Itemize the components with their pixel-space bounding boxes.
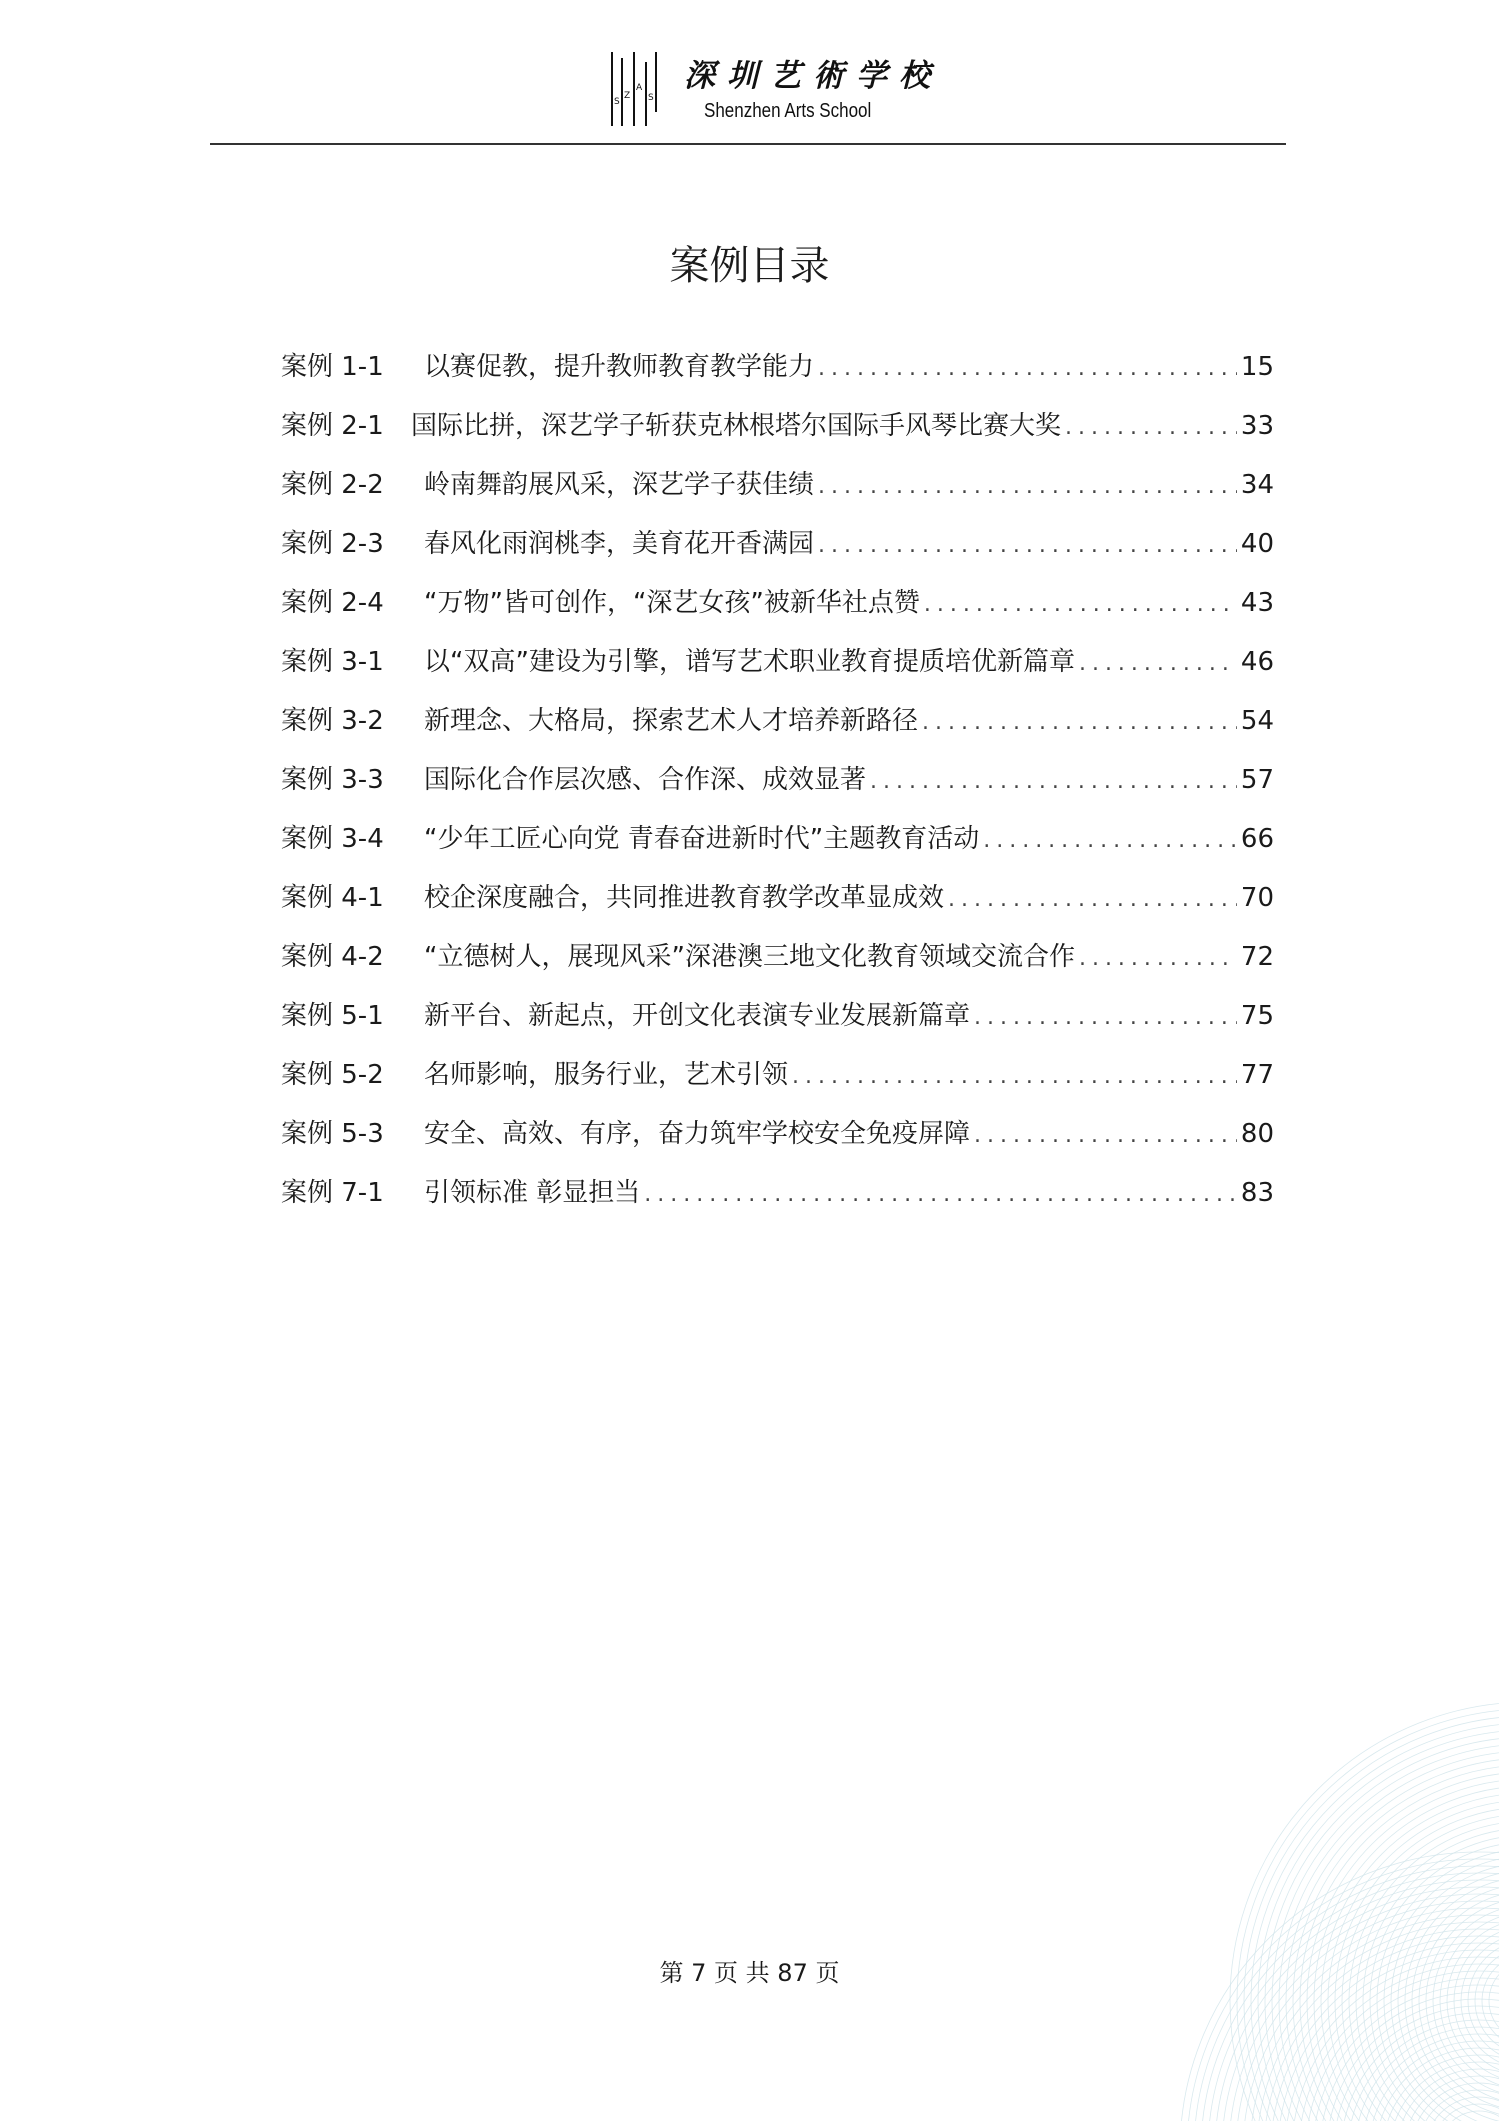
table-of-contents xyxy=(281,346,1274,1231)
toc-dot-leader xyxy=(948,887,1237,912)
toc-entry-page: 72 xyxy=(1240,942,1274,972)
toc-entry-label: 案例 3-4 xyxy=(281,824,384,854)
school-name-cn: 深圳艺術学校 xyxy=(684,58,942,94)
toc-entry-title: “万物”皆可创作，“深艺女孩”被新华社点赞 xyxy=(424,588,920,618)
toc-dot-leader xyxy=(792,1064,1237,1089)
toc-entry-title: 名师影响，服务行业，艺术引领 xyxy=(424,1060,789,1090)
toc-entry-title: 安全、高效、有序，奋力筑牢学校安全免疫屏障 xyxy=(424,1119,971,1149)
toc-dot-leader xyxy=(818,474,1237,499)
toc-entry-page: 77 xyxy=(1240,1060,1274,1090)
toc-entry[interactable] xyxy=(281,1054,1274,1113)
toc-entry[interactable] xyxy=(281,936,1274,995)
toc-dot-leader xyxy=(818,356,1237,381)
toc-entry[interactable] xyxy=(281,523,1274,582)
toc-entry-title: 以赛促教，提升教师教育教学能力 xyxy=(424,352,815,382)
toc-entry-title: 国际比拼，深艺学子斩获克林根塔尔国际手风琴比赛大奖 xyxy=(411,411,1062,441)
toc-entry-page: 43 xyxy=(1240,588,1274,618)
toc-entry-label: 案例 4-2 xyxy=(281,942,384,972)
toc-entry-title: 引领标准 彰显担当 xyxy=(424,1178,641,1208)
toc-entry-page: 70 xyxy=(1240,883,1274,913)
toc-entry[interactable] xyxy=(281,405,1274,464)
toc-entry-label: 案例 2-1 xyxy=(281,411,384,441)
toc-entry[interactable] xyxy=(281,1113,1274,1172)
toc-entry-label: 案例 7-1 xyxy=(281,1178,384,1208)
toc-dot-leader xyxy=(644,1182,1237,1207)
toc-dot-leader xyxy=(870,769,1237,794)
toc-dot-leader xyxy=(983,828,1237,853)
toc-entry-title: 新平台、新起点，开创文化表演专业发展新篇章 xyxy=(424,1001,971,1031)
toc-entry-label: 案例 3-1 xyxy=(281,647,384,677)
decorative-rings xyxy=(1059,1681,1499,2121)
toc-dot-leader xyxy=(1079,651,1237,676)
toc-entry-title: “少年工匠心向党 青春奋进新时代”主题教育活动 xyxy=(424,824,980,854)
toc-entry-title: 春风化雨润桃李，美育花开香满园 xyxy=(424,529,815,559)
toc-entry-page: 57 xyxy=(1240,765,1274,795)
header-divider xyxy=(210,143,1286,145)
toc-entry-label: 案例 1-1 xyxy=(281,352,384,382)
toc-dot-leader xyxy=(924,592,1237,617)
svg-text:A: A xyxy=(636,83,643,93)
toc-entry-title: 校企深度融合，共同推进教育教学改革显成效 xyxy=(424,883,945,913)
toc-dot-leader xyxy=(974,1005,1237,1030)
toc-entry-title: 以“双高”建设为引擎，谱写艺术职业教育提质培优新篇章 xyxy=(424,647,1075,677)
toc-entry[interactable] xyxy=(281,700,1274,759)
toc-entry-label: 案例 3-3 xyxy=(281,765,384,795)
school-name-en: Shenzhen Arts School xyxy=(704,100,872,122)
toc-entry[interactable] xyxy=(281,818,1274,877)
toc-entry[interactable] xyxy=(281,641,1274,700)
toc-entry-page: 54 xyxy=(1240,706,1274,736)
toc-entry-title: 国际化合作层次感、合作深、成效显著 xyxy=(424,765,867,795)
toc-entry-title: 新理念、大格局，探索艺术人才培养新路径 xyxy=(424,706,919,736)
toc-entry-page: 33 xyxy=(1240,411,1274,441)
toc-entry-page: 66 xyxy=(1240,824,1274,854)
toc-dot-leader xyxy=(1065,415,1237,440)
page-header xyxy=(210,40,1286,146)
toc-entry-page: 83 xyxy=(1240,1178,1274,1208)
school-logo-mark-icon xyxy=(608,52,660,126)
toc-entry[interactable] xyxy=(281,582,1274,641)
svg-text:S: S xyxy=(648,93,654,103)
toc-entry-label: 案例 4-1 xyxy=(281,883,384,913)
toc-entry-page: 34 xyxy=(1240,470,1274,500)
page-title: 案例目录 xyxy=(669,243,830,289)
toc-entry-title: “立德树人，展现风采”深港澳三地文化教育领域交流合作 xyxy=(424,942,1075,972)
toc-entry-page: 40 xyxy=(1240,529,1274,559)
toc-dot-leader xyxy=(974,1123,1237,1148)
toc-entry[interactable] xyxy=(281,877,1274,936)
toc-entry-label: 案例 5-3 xyxy=(281,1119,384,1149)
toc-entry-page: 80 xyxy=(1240,1119,1274,1149)
school-logo xyxy=(608,48,942,130)
toc-entry[interactable] xyxy=(281,995,1274,1054)
toc-entry-page: 75 xyxy=(1240,1001,1274,1031)
toc-dot-leader xyxy=(1079,946,1237,971)
toc-entry-label: 案例 5-1 xyxy=(281,1001,384,1031)
page-number-footer: 第 7 页 共 87 页 xyxy=(659,1959,840,1987)
toc-dot-leader xyxy=(922,710,1237,735)
toc-entry[interactable] xyxy=(281,464,1274,523)
toc-entry-label: 案例 2-3 xyxy=(281,529,384,559)
toc-dot-leader xyxy=(818,533,1237,558)
toc-entry-label: 案例 3-2 xyxy=(281,706,384,736)
toc-entry-page: 46 xyxy=(1240,647,1274,677)
toc-entry-label: 案例 2-2 xyxy=(281,470,384,500)
toc-entry-label: 案例 2-4 xyxy=(281,588,384,618)
toc-entry-page: 15 xyxy=(1240,352,1274,382)
toc-entry[interactable] xyxy=(281,346,1274,405)
toc-entry-title: 岭南舞韵展风采，深艺学子获佳绩 xyxy=(424,470,815,500)
toc-entry[interactable] xyxy=(281,759,1274,818)
svg-text:S: S xyxy=(614,97,620,107)
toc-entry[interactable] xyxy=(281,1172,1274,1231)
toc-entry-label: 案例 5-2 xyxy=(281,1060,384,1090)
svg-text:Z: Z xyxy=(624,91,631,101)
